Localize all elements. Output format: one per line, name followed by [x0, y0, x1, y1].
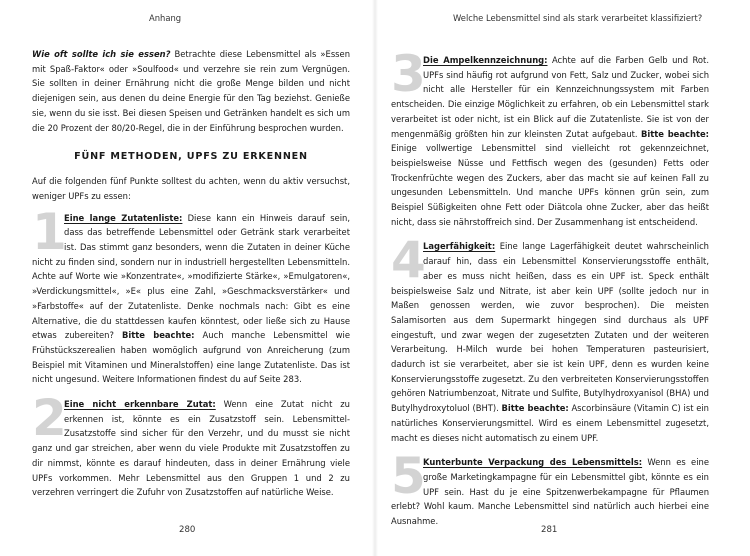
method-number-2: 2	[32, 389, 67, 448]
intro-text: Betrachte diese Lebensmittel als »Essen mit Spaß-Faktor« oder »Soulfood« und verzehre sie rein zum Vergnügen. Sie sollten in deiner Ernährung nicht die große Menge bilden und nicht diejenigen sein, aus denen du deine Energie für den Tag beziehst. Genieße sie, wenn du sie isst. Bei diesen Speisen und Getränken handelt es sich um die 20 Prozent der 80/20-Regel, die in der Einführung besprochen wurden.	[32, 49, 351, 133]
page-number-left: 280	[179, 525, 196, 535]
method-1	[32, 202, 351, 387]
method-3-body-2: Einige vollwertige Lebensmittel sind vielleicht rot gekennzeichnet, beispielsweise Nüsse und Fettfisch wegen des (gesunden) Fetts oder Trockenfrüchte wegen des Zuckers, aber das macht sie auf keinen Fall zu ungesunden Lebensmitteln. Und manche UPFs können grün sein, zum Beispiel Süßigkeiten ohne Fett oder Diätcola ohne Zucker, aber das heißt nicht, dass sie nährstoffreich sind. Der Zusammenhang ist entscheidend.	[391, 143, 709, 227]
method-1-body-1: Diese kann ein Hinweis darauf sein, dass das betreffende Lebensmittel oder Getränk stark verarbeitet ist. Das stimmt ganz besonders, wenn die Zutaten in deiner Küche nicht zu finden sind, sondern nur in industriell hergestellten Lebensmitteln. Achte auf Worte wie »Konzentrate«, »modifizierte Stärke«, »Emulgatoren«, »Verdickungsmittel«, »E« plus eine Zahl, »Geschmacksverstärker« und »Farbstoffe« auf der Zutatenliste. Denke nochmals nach: Gibt es eine Alternative, die du stattdessen kaufen könntest, oder ließe sich zu Hause etwas zubereiten?	[32, 212, 351, 341]
method-5-text	[391, 447, 709, 529]
method-3-title: Die Ampelkennzeichnung:	[423, 55, 548, 65]
method-number-5: 5	[391, 447, 426, 506]
method-1-note-label: Bitte beachte:	[121, 330, 195, 341]
intro-lead: Wie oft sollte ich sie essen?	[32, 49, 171, 59]
section-title: FÜNF METHODEN, UPFS ZU ERKENNEN	[74, 151, 308, 163]
method-3-text	[391, 45, 709, 229]
method-3	[391, 45, 709, 229]
section-intro: Auf die folgenden fünf Punkte solltest du achten, wenn du aktiv versuchst, weniger UPFs zu essen:	[32, 176, 350, 201]
method-number-1: 1	[32, 202, 67, 261]
method-2-text	[32, 389, 350, 500]
method-4	[391, 231, 709, 445]
running-head-left: Anhang	[149, 13, 182, 23]
method-1-title: Eine lange Zutatenliste:	[64, 212, 183, 223]
method-5-title: Kunterbunte Verpackung des Lebensmittels:	[423, 457, 643, 468]
intro-paragraph	[32, 47, 350, 135]
method-5	[391, 447, 709, 529]
method-1-body-2: Auch manche Lebensmittel wie Frühstückszerealien haben womöglich aufgrund von Anreicherung (zum Beispiel mit Vitaminen und Mineralstoffen) eine lange Zutatenliste. Das ist nicht ungesund. Weitere Informationen findest du auf Seite 283.	[32, 330, 350, 385]
method-5-body: Wenn es eine große Marketingkampagne für ein Lebensmittel gibt, könnte es ein UPF sein. Hast du je eine Spitzenwerbekampagne für Pflaumen erlebt? Wohl kaum. Manche Lebensmittel sind natürlich auch hierbei eine Ausnahme.	[391, 457, 709, 527]
right-page	[375, 0, 750, 556]
method-4-note-label: Bitte beachte:	[501, 403, 569, 414]
method-1-text	[32, 202, 351, 387]
method-2-title: Eine nicht erkennbare Zutat:	[64, 399, 216, 410]
method-2-body: Wenn eine Zutat nicht zu erkennen ist, könnte es ein Zusatzstoff sein. Lebensmittel-Zusatzstoffe sind sicher für den Verzehr, und du musst sie nicht ganz und gar streichen, aber wenn du viele Produkte mit Zusatzstoffen zu dir nimmst, könnte es darauf hindeuten, dass in deiner Ernährung viele UPFs vorkommen. Mehr Lebensmittel aus den Gruppen 1 und 2 zu verzehren verringert die Zufuhr von Zusatzstoffen auf natürliche Weise.	[32, 399, 350, 498]
method-number-4: 4	[391, 231, 426, 290]
method-4-body-2: Ascorbinsäure (Vitamin C) ist ein natürliches Konservierungsmittel. Wird es einem Lebensmittel zugesetzt, macht es dieses nicht automatisch zu einem UPF.	[391, 403, 709, 443]
method-3-note-label: Bitte beachte:	[641, 128, 709, 139]
method-4-body-1: Eine lange Lagerfähigkeit deutet wahrscheinlich darauf hin, dass ein Lebensmittel Konservierungsstoffe enthält, aber es muss nicht heißen, dass es ein UPF ist. Speck enthält beispielsweise Salz und Nitrate, ist aber kein UPF (sollte jedoch nur in Maßen genossen werden, wie zuvor besprochen). Die meisten Salamisorten aus dem Supermarkt hingegen sind durchaus als UPF eingestuft, und zwar wegen der zugesetzten Zutaten und der weiteren Verarbeitung. H-Milch wurde bei hohen Temperaturen pasteurisiert, dadurch ist sie verarbeitet, aber sie ist kein UPF, denn es wurden keine Konservierungsstoffe zugesetzt. Zu den verbreiteten Konservierungsstoffen gehören Natriumbenzoat, Nitrate und Sulfite, Butylhydroxyanisol (BHA) und Butylhydroxytoluol (BHT).	[391, 241, 709, 414]
page-number-right: 281	[541, 525, 558, 535]
method-4-title: Lagerfähigkeit:	[423, 241, 496, 252]
method-4-text	[391, 231, 709, 445]
method-number-3: 3	[391, 45, 426, 103]
method-3-body-1: Achte auf die Farben Gelb und Rot. UPFs sind häufig rot aufgrund von Fett, Salz und Zucker, wobei sich nicht alle Hersteller für ein Kennzeichnungssystem mit Farben entscheiden. Die einzige Möglichkeit zu erfahren, ob ein Lebensmittel stark verarbeitet ist oder nicht, ist ein Blick auf die Zutatenliste. Sie ist von der mengenmäßig größten hin zur kleinsten Zutat aufgebaut.	[391, 55, 709, 139]
method-2	[32, 389, 350, 500]
running-head-right: Welche Lebensmittel sind als stark verarbeitet klassifiziert?	[453, 13, 703, 23]
right-text-column	[391, 47, 709, 529]
left-text-column	[32, 47, 350, 500]
